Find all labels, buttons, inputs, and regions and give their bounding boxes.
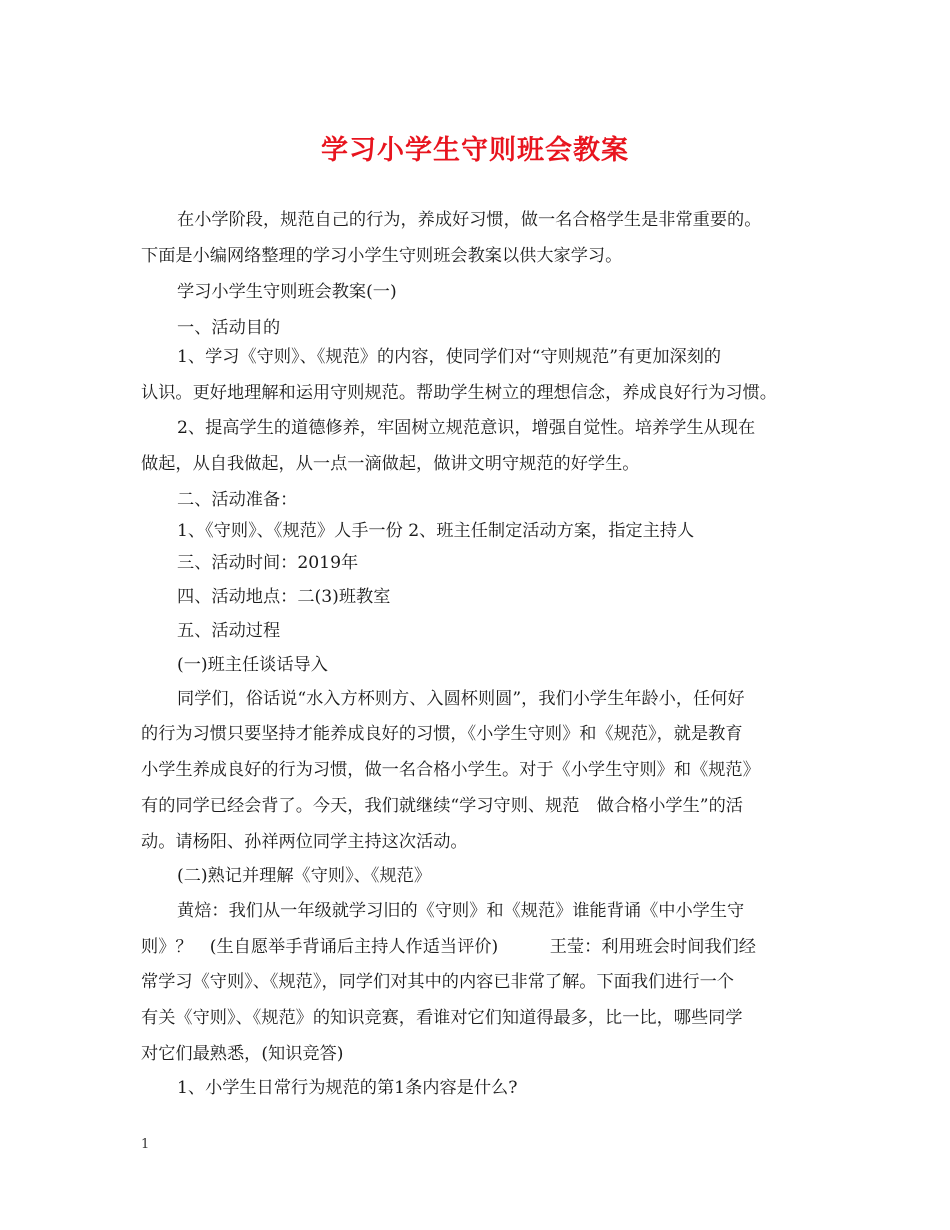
paragraph-line: 三、活动时间：2019年 bbox=[177, 553, 359, 573]
paragraph-line: 对它们最熟悉，(知识竞答) bbox=[141, 1044, 344, 1064]
paragraph-line: 做起，从自我做起，从一点一滴做起，做讲文明守规范的好学生。 bbox=[141, 454, 640, 474]
paragraph-line: 常学习《守则》、《规范》，同学们对其中的内容已非常了解。下面我们进行一个 bbox=[141, 972, 734, 992]
paragraph-line: 二、活动准备： bbox=[177, 490, 298, 510]
paragraph-line: 有关《守则》、《规范》的知识竞赛，看谁对它们知道得最多，比一比，哪些同学 bbox=[141, 1008, 743, 1028]
paragraph-line: (二)熟记并理解《守则》、《规范》 bbox=[177, 866, 432, 886]
paragraph-line: 动。请杨阳、孙祥两位同学主持这次活动。 bbox=[141, 832, 468, 852]
paragraph-line: 1、小学生日常行为规范的第1条内容是什么? bbox=[177, 1078, 518, 1098]
paragraph-line: 1、学习《守则》、《规范》的内容，使同学们对“守则规范”有更加深刻的 bbox=[177, 347, 722, 367]
document-title: 学习小学生守则班会教案 bbox=[321, 135, 629, 166]
paragraph-line: 学习小学生守则班会教案(一) bbox=[177, 282, 397, 302]
paragraph-line: 1、《守则》、《规范》人手一份 2、班主任制定活动方案，指定主持人 bbox=[177, 521, 695, 541]
page-number: 1 bbox=[141, 1137, 150, 1152]
paragraph-line: 2、提高学生的道德修养，牢固树立规范意识，增强自觉性。培养学生从现在 bbox=[177, 418, 756, 438]
paragraph-line: 黄焙：我们从一年级就学习旧的《守则》和《规范》谁能背诵《中小学生守 bbox=[177, 901, 745, 921]
paragraph-line: 小学生养成良好的行为习惯，做一名合格小学生。对于《小学生守则》和《规范》 bbox=[141, 760, 760, 780]
paragraph-line: 有的同学已经会背了。今天，我们就继续“学习守则、规范 做合格小学生”的活 bbox=[141, 796, 743, 816]
paragraph-line: 下面是小编网络整理的学习小学生守则班会教案以供大家学习。 bbox=[141, 246, 623, 266]
paragraph-line: 同学们，俗话说“水入方杯则方、入圆杯则圆”，我们小学生年龄小，任何好 bbox=[177, 689, 745, 709]
paragraph-line: 一、活动目的 bbox=[177, 318, 281, 338]
paragraph-line: 的行为习惯只要坚持才能养成良好的习惯，《小学生守则》和《规范》，就是教育 bbox=[141, 724, 743, 744]
paragraph-line: 则》？ (生自愿举手背诵后主持人作适当评价) 王莹：利用班会时间我们经 bbox=[141, 937, 756, 957]
paragraph-line: 在小学阶段，规范自己的行为，养成好习惯，做一名合格学生是非常重要的。 bbox=[177, 210, 762, 230]
paragraph-line: 认识。更好地理解和运用守则规范。帮助学生树立的理想信念，养成良好行为习惯。 bbox=[141, 383, 777, 403]
paragraph-line: 五、活动过程 bbox=[177, 621, 281, 641]
paragraph-line: 四、活动地点：二(3)班教室 bbox=[177, 587, 391, 607]
paragraph-line: (一)班主任谈话导入 bbox=[177, 655, 328, 675]
